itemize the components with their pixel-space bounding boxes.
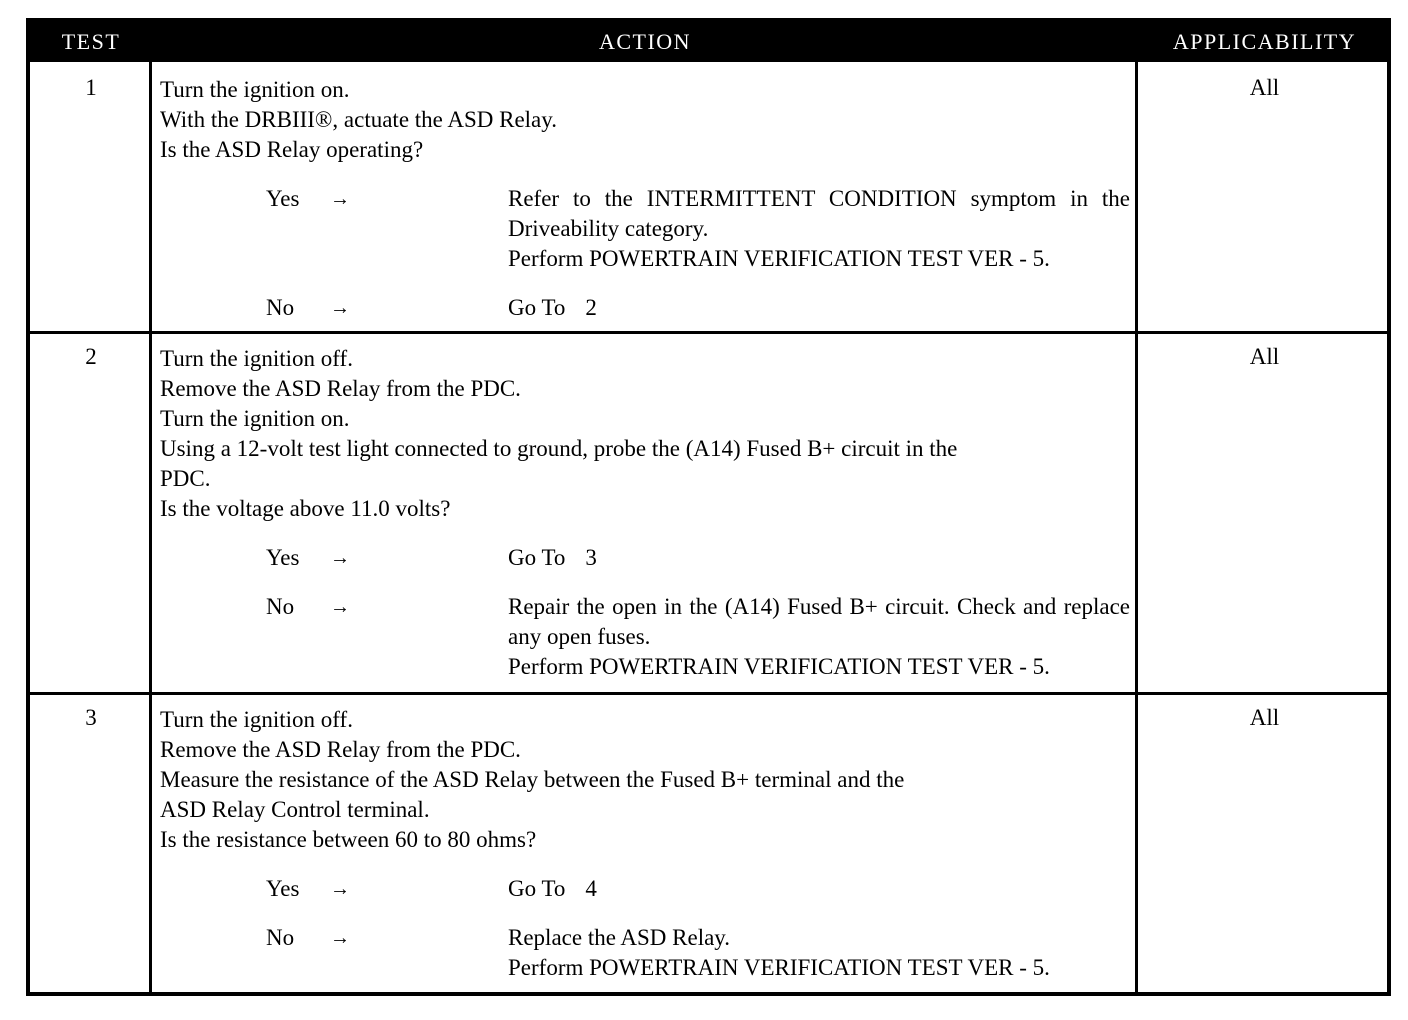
table-row-test-2 (30, 334, 1387, 692)
arrow-right-icon: → (330, 878, 350, 900)
goto-reference (508, 293, 1130, 323)
goto-test-number: 3 (585, 545, 597, 570)
no-label: No (266, 925, 295, 950)
result-text: Perform POWERTRAIN VERIFICATION TEST VER - 5. (508, 955, 1050, 980)
yes-label: Yes (266, 186, 300, 211)
test-number: 1 (85, 75, 97, 100)
action-step: PDC. (160, 466, 211, 491)
action-step: Is the resistance between 60 to 80 ohms? (160, 827, 537, 852)
table-row-test-1 (30, 65, 1387, 331)
applicability-value: All (1249, 705, 1280, 730)
result-text: Perform POWERTRAIN VERIFICATION TEST VER - 5. (508, 246, 1050, 271)
action-step: Measure the resistance of the ASD Relay between the Fused B+ terminal and the (160, 767, 905, 792)
goto-text: Go To (508, 876, 566, 901)
header-action: ACTION (598, 29, 692, 54)
action-step: Remove the ASD Relay from the PDC. (160, 737, 521, 762)
table-row-test-3 (30, 695, 1387, 992)
applicability-value: All (1249, 75, 1280, 100)
action-step: Turn the ignition off. (160, 707, 353, 732)
no-label: No (266, 295, 295, 320)
result-text: Driveability category. (508, 216, 709, 241)
no-result (160, 923, 1130, 983)
goto-test-number: 2 (585, 295, 597, 320)
goto-reference (508, 874, 1130, 904)
result-text: Repair the open in the (A14) Fused B+ circuit. Check and replace (508, 594, 1130, 619)
action-step: Remove the ASD Relay from the PDC. (160, 376, 521, 401)
result-text: Refer to the INTERMITTENT CONDITION symptom in the (508, 186, 1130, 211)
yes-label: Yes (266, 876, 300, 901)
action-step: With the DRBIII®, actuate the ASD Relay. (160, 107, 558, 132)
action-step: Is the voltage above 11.0 volts? (160, 496, 451, 521)
arrow-right-icon: → (330, 297, 350, 319)
result-text: Perform POWERTRAIN VERIFICATION TEST VER - 5. (508, 654, 1050, 679)
action-step: Turn the ignition on. (160, 406, 350, 431)
yes-result (160, 184, 1130, 274)
yes-label: Yes (266, 545, 300, 570)
no-result (160, 592, 1130, 682)
action-step: ASD Relay Control terminal. (160, 797, 430, 822)
no-label: No (266, 594, 295, 619)
result-text: Replace the ASD Relay. (508, 925, 731, 950)
applicability-value: All (1249, 344, 1280, 369)
action-step: Turn the ignition on. (160, 77, 350, 102)
action-cell (160, 75, 1130, 323)
arrow-right-icon: → (330, 927, 350, 949)
action-cell (160, 344, 1130, 682)
goto-reference (508, 543, 1130, 573)
yes-result (160, 874, 1130, 904)
header-test: TEST (61, 29, 121, 54)
action-cell (160, 705, 1130, 983)
arrow-right-icon: → (330, 547, 350, 569)
action-step: Is the ASD Relay operating? (160, 137, 424, 162)
result-text: any open fuses. (508, 624, 651, 649)
arrow-right-icon: → (330, 596, 350, 618)
test-number: 2 (85, 344, 97, 369)
yes-result (160, 543, 1130, 573)
goto-test-number: 4 (585, 876, 597, 901)
no-result (160, 293, 1130, 323)
action-step: Using a 12-volt test light connected to ground, probe the (A14) Fused B+ circuit in the (160, 436, 958, 461)
goto-text: Go To (508, 545, 566, 570)
action-step: Turn the ignition off. (160, 346, 353, 371)
header-applicability: APPLICABILITY (1172, 29, 1357, 54)
diagnostic-test-table (26, 18, 1391, 996)
test-number: 3 (85, 705, 97, 730)
arrow-right-icon: → (330, 188, 350, 210)
goto-text: Go To (508, 295, 566, 320)
table-header (30, 22, 1387, 62)
